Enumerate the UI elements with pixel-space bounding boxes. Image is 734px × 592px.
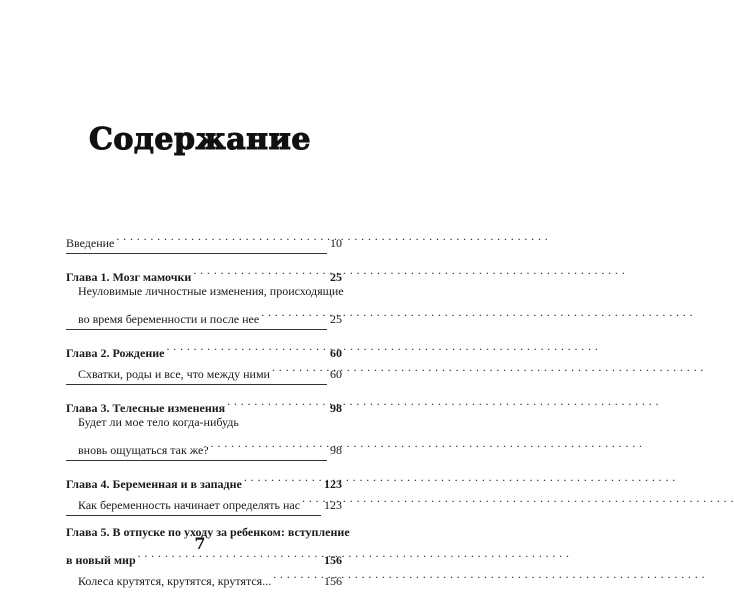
toc-label: Глава 4. Беременная и в западне [66,477,242,491]
toc-label: Глава 2. Рождение [66,346,165,360]
dot-leader [302,488,321,509]
toc-label: Глава 1. Мозг мамочки [66,270,192,284]
toc-label: Как беременность начинает определять нас [78,498,301,512]
toc-subentry-line: Неуловимые личностные изменения, происходящие [78,284,344,298]
toc-page-number: 123 [321,474,342,495]
toc-page-number: 60 [327,364,342,385]
toc-page-number: 98 [327,440,342,461]
toc-entry-intro[interactable] [66,226,342,250]
dot-leader [244,467,321,488]
dot-leader [166,336,327,357]
toc-page-number: 10 [327,233,342,254]
toc-label-line: Глава 5. В отпуске по уходу за ребенком: вступление [66,525,350,539]
dot-leader [211,433,327,454]
toc-label: Колеса крутятся, крутятся, крутятся... [78,574,272,588]
toc-entry-chapter-1[interactable] [66,260,342,284]
toc-subentry-chapter-1[interactable] [66,302,342,326]
toc-label: в новый мир [66,553,136,567]
toc-subentry-line: Будет ли мое тело когда-нибудь [78,415,239,429]
toc-page-number: 25 [327,309,342,330]
page-number: 7 [194,534,206,553]
toc-label: Глава 3. Телесные изменения [66,401,226,415]
toc-subentry-chapter-3[interactable] [66,433,342,457]
toc-page-number: 25 [327,267,342,288]
toc-label: вновь ощущаться так же? [78,443,209,457]
toc-page-number: 60 [327,343,342,364]
dot-leader [193,260,327,281]
toc-label: во время беременности и после нее [78,312,260,326]
dot-leader [272,357,327,378]
page-title: Содержание [89,122,311,157]
toc-entry-chapter-3[interactable] [66,391,342,415]
toc-entry-chapter-2[interactable] [66,336,342,360]
toc-page-number: 156 [321,571,342,592]
dot-leader [261,302,327,323]
table-of-contents [66,226,350,588]
toc-label: Введение [66,236,115,250]
toc-page-number: 123 [321,495,342,516]
toc-entry-chapter-4[interactable] [66,467,342,491]
dot-leader [273,564,321,585]
toc-page-number: 98 [327,398,342,419]
toc-label: Схватки, роды и все, что между ними [78,367,270,381]
toc-page-number: 156 [321,550,342,571]
dot-leader [227,391,327,412]
dot-leader [116,226,327,247]
